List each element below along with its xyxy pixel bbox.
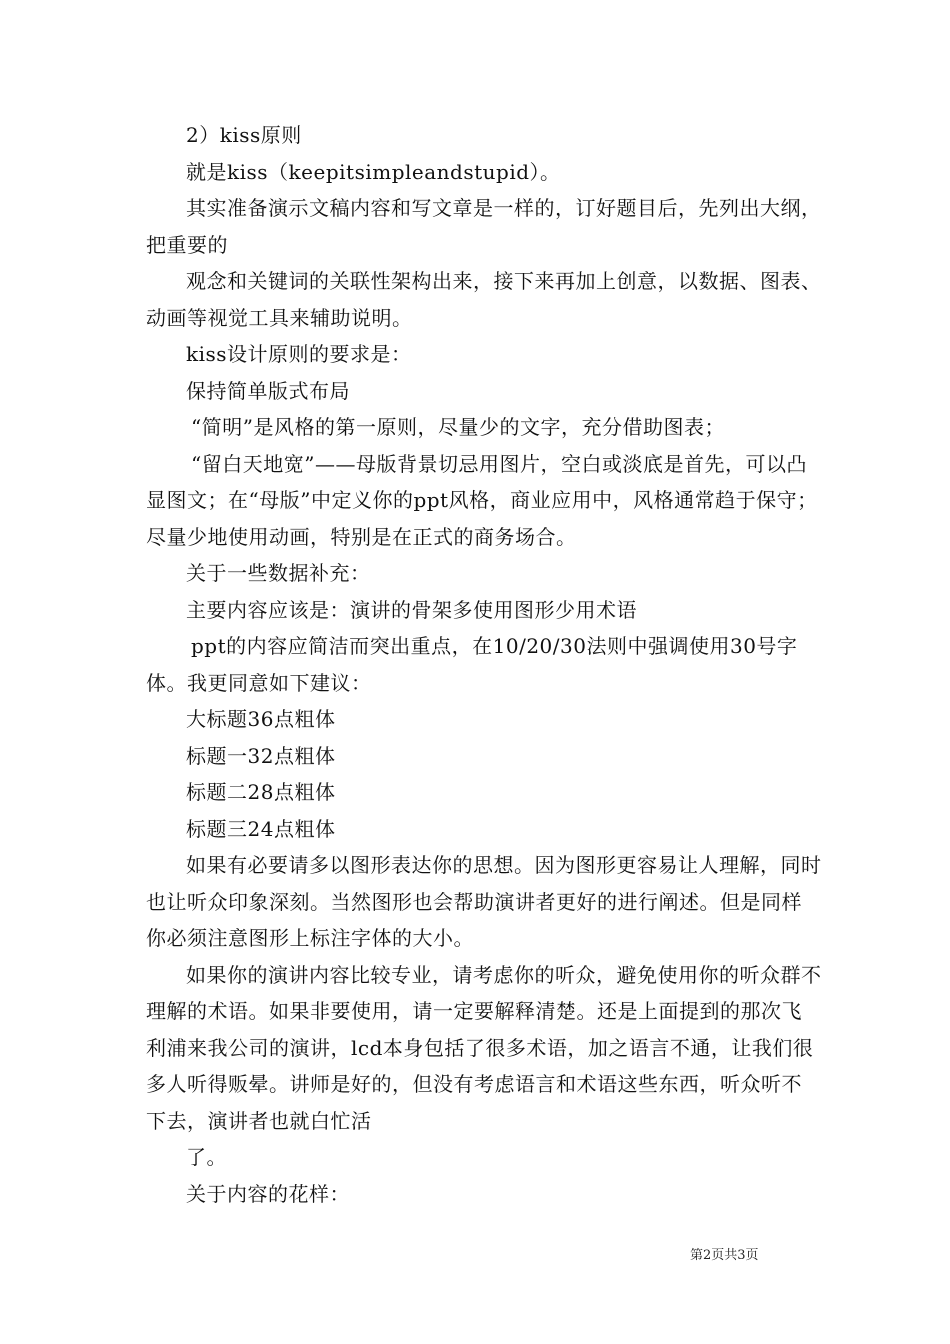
paragraph-kiss-heading: 2）kiss原则	[186, 123, 302, 147]
paragraph-title-one: 标题一32点粗体	[186, 743, 336, 768]
paragraph-concise-style: “简明”是风格的第一原则，尽量少的文字，充分借助图表；	[191, 415, 725, 439]
paragraph-title-two: 标题二28点粗体	[186, 780, 336, 804]
paragraph-ending: 了。	[186, 1145, 227, 1169]
paragraph-ppt-content: ppt的内容应简洁而突出重点，在10/20/30法则中强调使用30号字体。我更同意如下建议：	[146, 634, 798, 695]
paragraph-audience: 如果你的演讲内容比较专业，请考虑你的听众，避免使用你的听众群不理解的术语。如果非要使用，请一定要解释清楚。还是上面提到的那次飞利浦来我公司的演讲，lcd本身包括了很多术语，加之语言不通，让我们很多人听得贩晕。讲师是好的，但没有考虑语言和术语这些东西，听众听不下去，演讲者也就白忙活	[146, 962, 822, 1133]
paragraph-simple-layout: 保持简单版式布局	[186, 378, 350, 403]
paragraph-concepts: 观念和关键词的关联性架构出来，接下来再加上创意，以数据、图表、动画等视觉工具来辅助说明。	[146, 269, 822, 330]
paragraph-kiss-requirements: kiss设计原则的要求是：	[186, 342, 412, 366]
paragraph-main-content: 主要内容应该是：演讲的骨架多使用图形少用术语	[186, 597, 637, 622]
paragraph-content-variety: 关于内容的花样：	[186, 1181, 350, 1206]
paragraph-title-three: 标题三24点粗体	[186, 816, 336, 841]
paragraph-graphics: 如果有必要请多以图形表达你的思想。因为图形更容易让人理解，同时也让听众印象深刻。当然图形也会帮助演讲者更好的进行阐述。但是同样你必须注意图形上标注字体的大小。	[146, 853, 822, 950]
paragraph-data-supplement: 关于一些数据补充：	[186, 561, 371, 585]
document-body	[146, 117, 822, 1212]
paragraph-big-title: 大标题36点粗体	[186, 707, 336, 731]
page-footer: 第2页共3页	[690, 1248, 759, 1263]
paragraph-whitespace: “留白天地宽”——母版背景切忌用图片，空白或淡底是首先，可以凸显图文；在“母版”中定义你的ppt风格，商业应用中，风格通常趋于保守；尽量少地使用动画，特别是在正式的商务场合。	[146, 451, 818, 549]
paragraph-outline: 其实准备演示文稿内容和写文章是一样的，订好题目后，先列出大纲，把重要的	[146, 196, 822, 257]
paragraph-kiss-definition: 就是kiss（keepitsimpleandstupid）。	[186, 159, 561, 184]
